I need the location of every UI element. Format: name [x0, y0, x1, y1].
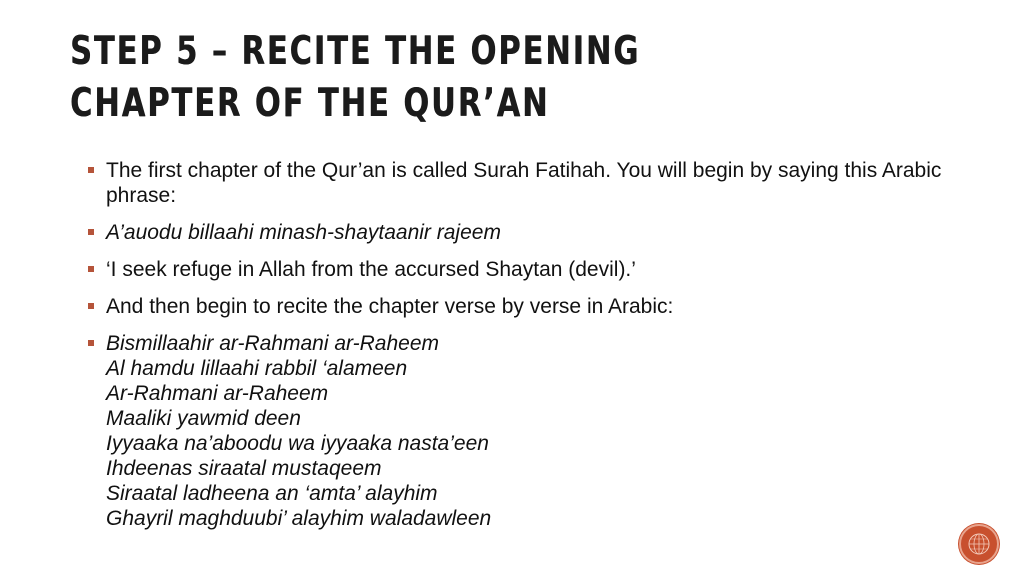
bullet-item-intro: [88, 158, 968, 208]
bullet-text: ‘I seek refuge in Allah from the accursed Shaytan (devil).’: [106, 258, 636, 281]
verse-line: Ar-Rahmani ar-Raheem: [106, 382, 329, 405]
verse-line: Maaliki yawmid deen: [106, 407, 301, 430]
globe-icon: [965, 530, 993, 558]
bullet-marker: [88, 266, 94, 272]
verse-line: Ghayril maghduubi’ alayhim waladawleen: [106, 507, 492, 530]
verse-line: Al hamdu lillaahi rabbil ‘alameen: [106, 357, 408, 380]
bullet-text: The first chapter of the Qur’an is called Surah Fatihah. You will begin by saying this Arabic phrase:: [106, 159, 942, 207]
bullet-text: And then begin to recite the chapter verse by verse in Arabic:: [106, 295, 674, 318]
verse-line: Iyyaaka na’aboodu wa iyyaaka nasta’een: [106, 432, 489, 455]
verse-line: Siraatal ladheena an ‘amta’ alayhim: [106, 482, 438, 505]
bullet-marker: [88, 167, 94, 173]
bullet-item-arabic-phrase: [88, 220, 968, 245]
bullet-item-verses: [88, 331, 968, 531]
bullet-marker: [88, 229, 94, 235]
bullet-item-translation: [88, 257, 968, 282]
bullet-text: A’auodu billaahi minash-shaytaanir rajeem: [106, 221, 501, 244]
verse-line: Ihdeenas siraatal mustaqeem: [106, 457, 382, 480]
slide-title: STEP 5 – RECITE THE OPENING CHAPTER OF THE QUR’AN: [70, 29, 641, 126]
bullet-list: [88, 158, 968, 543]
verse-line: Bismillaahir ar-Rahmani ar-Raheem: [106, 332, 440, 355]
bullet-marker: [88, 303, 94, 309]
slide-nav-button[interactable]: [959, 524, 999, 564]
bullet-marker: [88, 340, 94, 346]
bullet-item-instruction: [88, 294, 968, 319]
